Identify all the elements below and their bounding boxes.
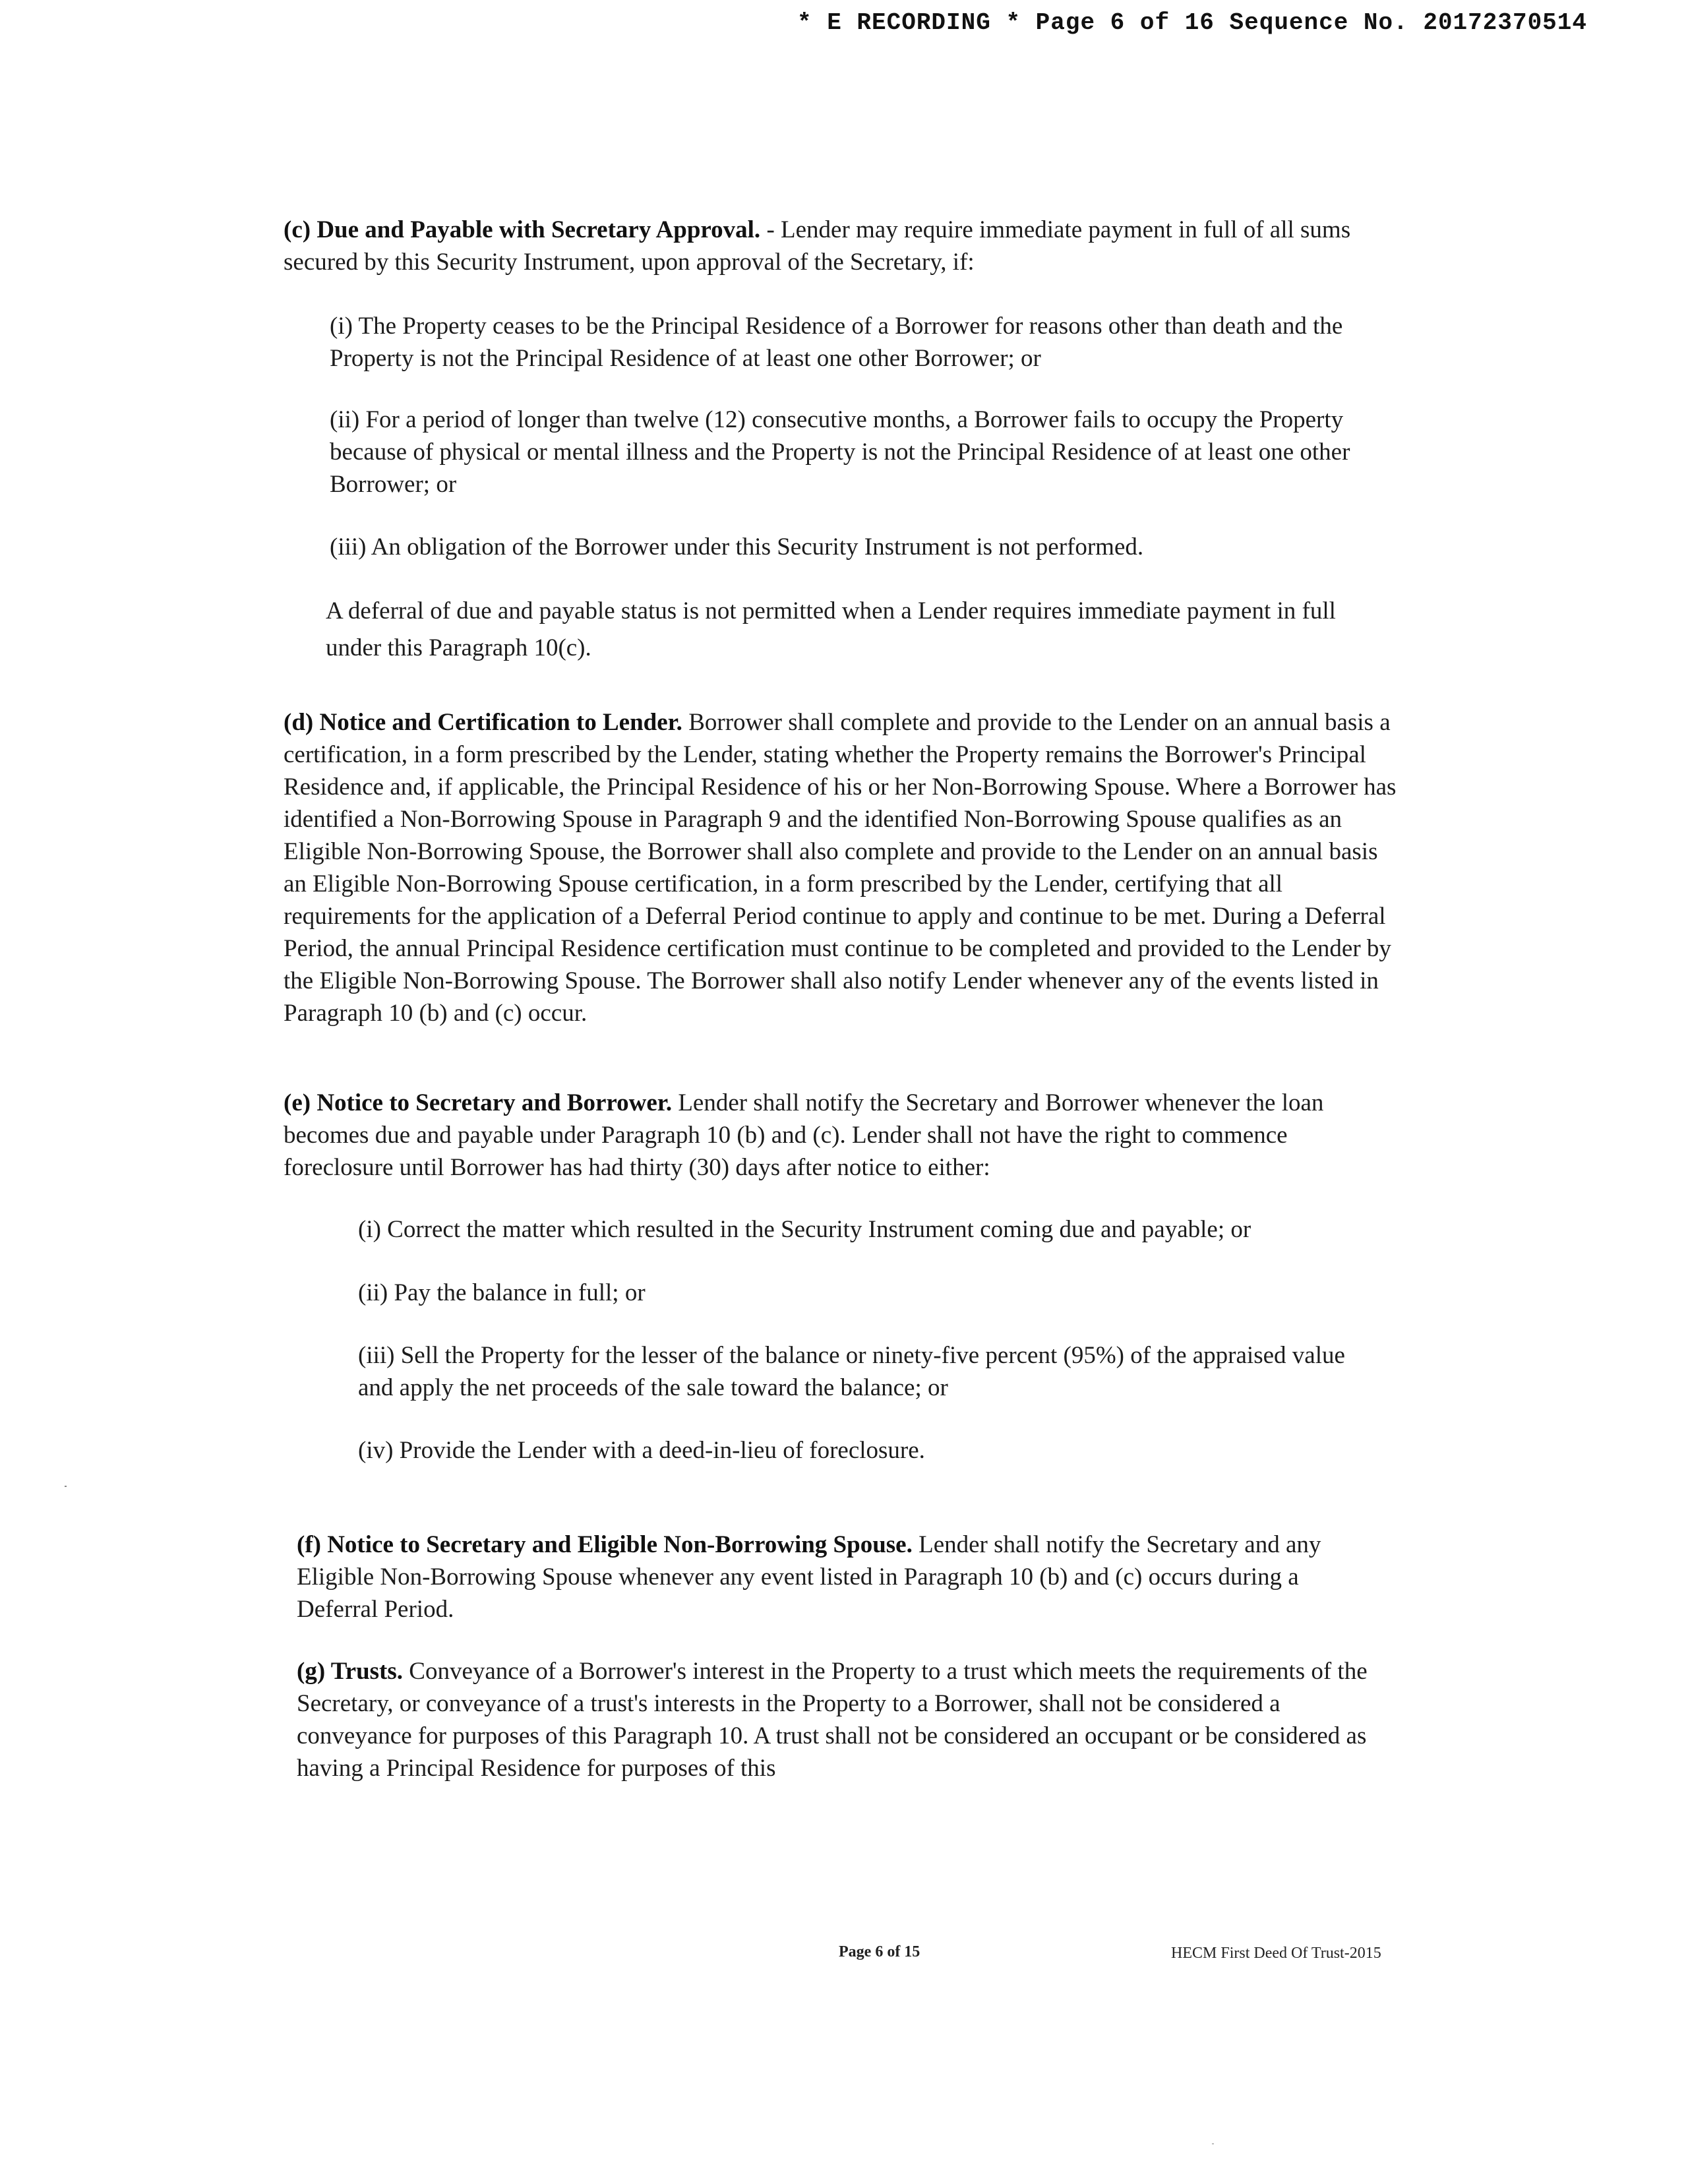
- section-g-body: Conveyance of a Borrower's interest in the Property to a trust which meets the requirements of the Secretary, or conveyance of a trust's interests in the Property to a Borrower, shall not be considered a conveyance for purposes of this Paragraph 10. A trust shall not be considered an occupant or be considered as having a Principal Residence for purposes of this: [297, 1658, 1368, 1782]
- section-c-intro: [284, 214, 1391, 278]
- section-d: [284, 706, 1398, 1029]
- section-f-body: Lender shall notify the Secretary and any Eligible Non-Borrowing Spouse whenever any event listed in Paragraph 10 (b) and (c) occurs during a Deferral Period.: [297, 1531, 1321, 1623]
- section-e: [284, 1087, 1378, 1184]
- section-c-deferral-note: A deferral of due and payable status is not permitted when a Lender requires immediate payment in full under this Paragraph 10(c).: [326, 597, 1336, 661]
- section-e-item-ii: (ii) Pay the balance in full; or: [358, 1279, 646, 1306]
- section-d-body: Borrower shall complete and provide to the Lender on an annual basis a certification, in a form prescribed by the Lender, stating whether the Property remains the Borrower's Principal Residence and, if applicable, the Principal Residence of his or her Non-Borrowing Spouse. Where a Borrower has identified a Non-Borrowing Spouse in Paragraph 9 and the identified Non-Borrowing Spouse qualifies as an Eligible Non-Borrowing Spouse, the Borrower shall also complete and provide to the Lender on an annual basis an Eligible Non-Borrowing Spouse certification, in a form prescribed by the Lender, certifying that all requirements for the application of a Deferral Period continue to apply and continue to be met. During a Deferral Period, the annual Principal Residence certification must continue to be completed and provided to the Lender by the Eligible Non-Borrowing Spouse. The Borrower shall also notify Lender whenever any of the events listed in Paragraph 10 (b) and (c) occur.: [284, 709, 1397, 1027]
- section-f: [297, 1529, 1385, 1625]
- section-c-item-iii: (iii) An obligation of the Borrower under this Security Instrument is not performed.: [330, 533, 1144, 561]
- section-d-heading: (d) Notice and Certification to Lender.: [284, 709, 682, 736]
- scan-speck: [65, 1486, 67, 1487]
- section-e-item-i: (i) Correct the matter which resulted in the Security Instrument coming due and payable; or: [358, 1216, 1251, 1243]
- section-c-heading: (c) Due and Payable with Secretary Approval.: [284, 216, 761, 243]
- section-e-body: Lender shall notify the Secretary and Borrower whenever the loan becomes due and payable under Paragraph 10 (b) and (c). Lender shall not have the right to commence foreclosure until Borrower has had thirty (30) days after notice to either:: [284, 1089, 1324, 1181]
- section-e-heading: (e) Notice to Secretary and Borrower.: [284, 1089, 673, 1116]
- footer-document-title: HECM First Deed Of Trust-2015: [1171, 1945, 1381, 1962]
- section-c-item-i: (i) The Property ceases to be the Principal Residence of a Borrower for reasons other than death and the Property is not the Principal Residence of at least one other Borrower; or: [330, 313, 1343, 372]
- scan-speck: [1212, 2143, 1214, 2144]
- section-g: [297, 1655, 1391, 1784]
- recording-header: * E RECORDING * Page 6 of 16 Sequence No. 20172370514: [797, 9, 1587, 36]
- footer-page-number: Page 6 of 15: [839, 1943, 920, 1960]
- section-f-heading: (f) Notice to Secretary and Eligible Non-Borrowing Spouse.: [297, 1531, 913, 1558]
- section-c-item-ii: (ii) For a period of longer than twelve (12) consecutive months, a Borrower fails to occupy the Property because of physical or mental illness and the Property is not the Principal Residence of at least one other Borrower; or: [330, 406, 1350, 498]
- section-e-item-iii: (iii) Sell the Property for the lesser of the balance or ninety-five percent (95%) of the appraised value and apply the net proceeds of the sale toward the balance; or: [358, 1342, 1345, 1401]
- section-e-item-iv: (iv) Provide the Lender with a deed-in-lieu of foreclosure.: [358, 1437, 925, 1464]
- section-c-intro-text: - Lender may require immediate payment in full of all sums secured by this Security Instrument, upon approval of the Secretary, if:: [284, 216, 1351, 276]
- section-g-heading: (g) Trusts.: [297, 1658, 404, 1685]
